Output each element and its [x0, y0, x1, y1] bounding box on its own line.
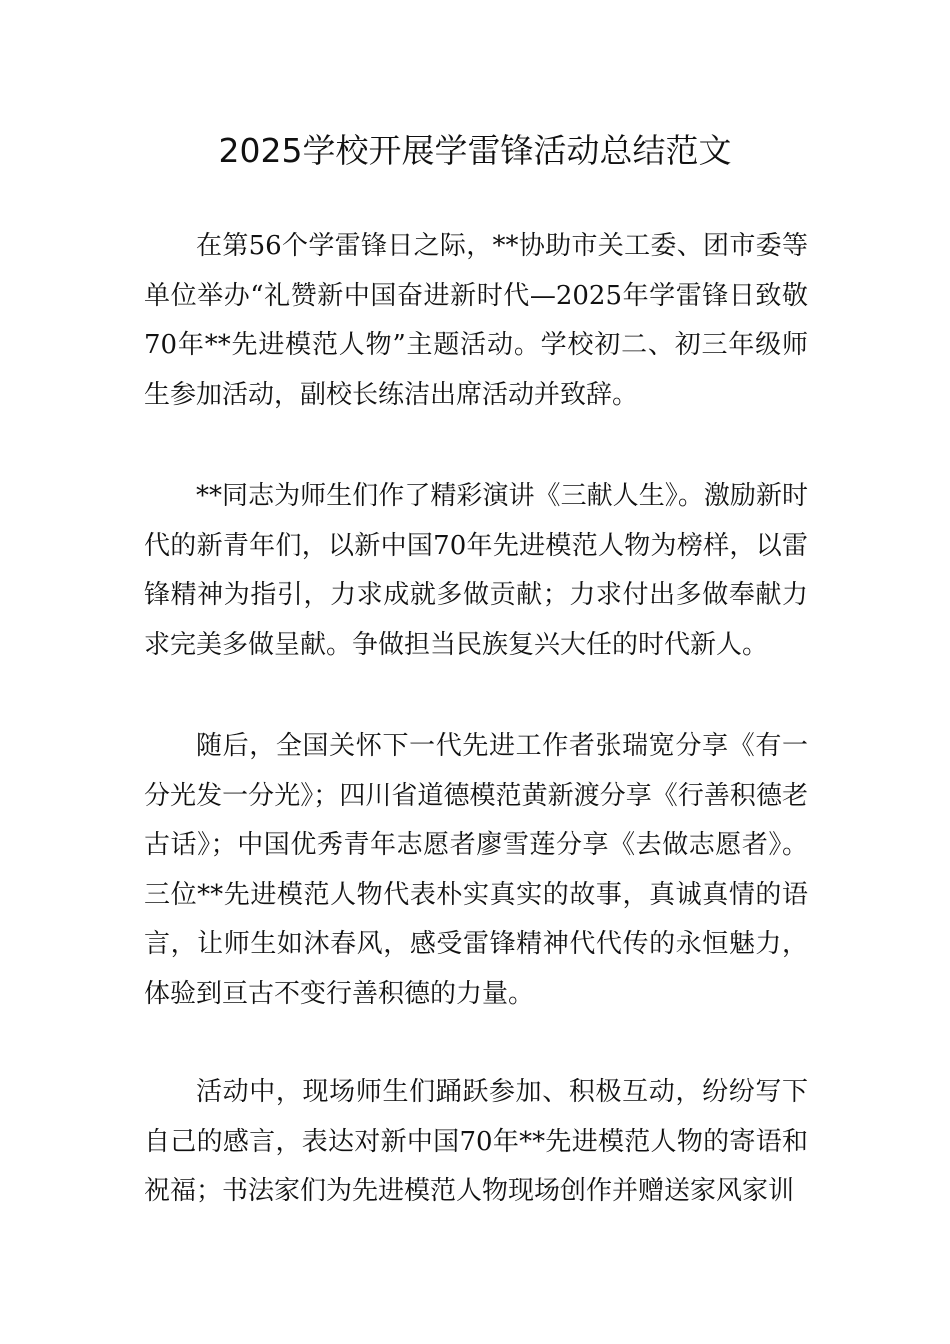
- paragraph-1: 在第56个学雷锋日之际，**协助市关工委、团市委等单位举办“礼赞新中国奋进新时代—2025年学雷锋日致敬70年**先进模范人物”主题活动。学校初二、初三年级师生参加活动，副校长练洁出席活动并致辞。: [144, 231, 808, 410]
- paragraph-3: 随后，全国关怀下一代先进工作者张瑞宽分享《有一分光发一分光》；四川省道德模范黄新渡分享《行善积德老古话》；中国优秀青年志愿者廖雪莲分享《去做志愿者》。三位**先进模范人物代表朴实真实的故事，真诚真情的语言，让师生如沐春风，感受雷锋精神代代传的永恒魅力，体验到亘古不变行善积德的力量。: [144, 731, 808, 1009]
- document-title: 2025学校开展学雷锋活动总结范文: [218, 131, 732, 170]
- paragraph-2: **同志为师生们作了精彩演讲《三献人生》。激励新时代的新青年们，以新中国70年先进模范人物为榜样，以雷锋精神为指引，力求成就多做贡献；力求付出多做奉献力求完美多做呈献。争做担当民族复兴大任的时代新人。: [144, 481, 808, 660]
- paragraph-4: 活动中，现场师生们踊跃参加、积极互动，纷纷写下自己的感言，表达对新中国70年**先进模范人物的寄语和祝福；书法家们为先进模范人物现场创作并赠送家风家训: [144, 1077, 808, 1206]
